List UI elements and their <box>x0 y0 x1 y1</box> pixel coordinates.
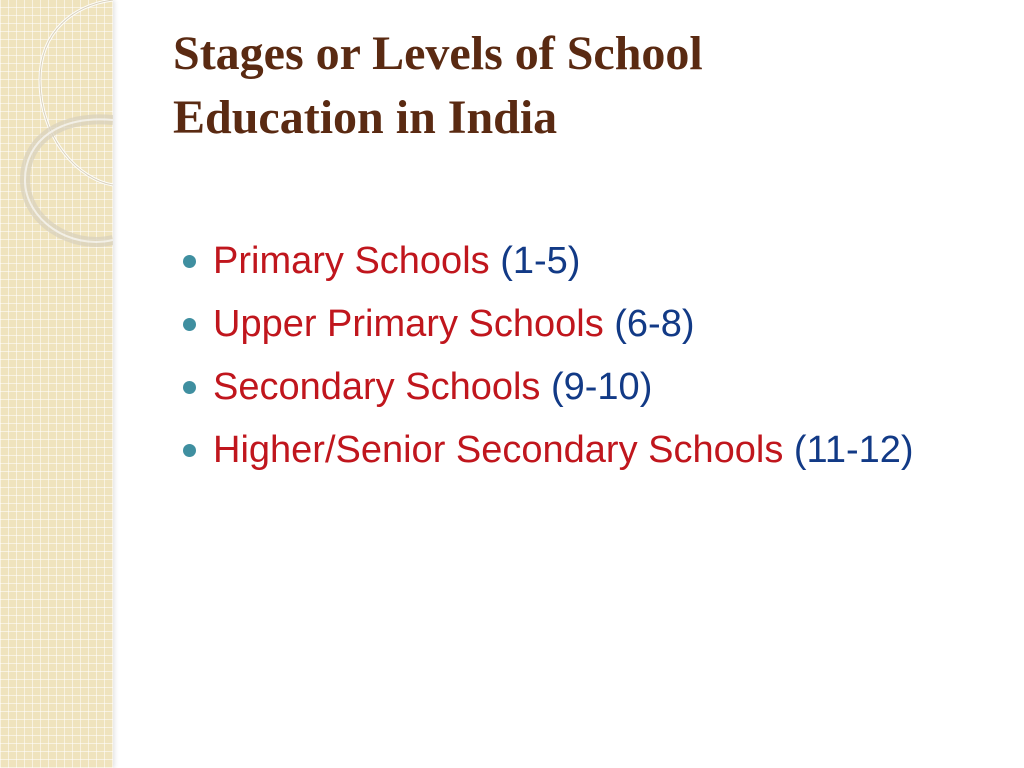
decorative-sidebar <box>0 0 113 768</box>
list-item-secondary <box>183 358 1013 421</box>
title-line-2: Education in India <box>173 91 558 144</box>
list-item-primary <box>183 232 1013 295</box>
title-line-1: Stages or Levels of School <box>173 27 703 80</box>
decorative-circles-icon <box>0 0 113 300</box>
slide-title <box>173 22 993 150</box>
stage-label: Primary Schools <box>213 240 490 282</box>
stage-label: Higher/Senior Secondary Schools <box>213 429 784 471</box>
bullet-dot-icon <box>183 381 196 394</box>
stage-label: Upper Primary Schools <box>213 303 604 345</box>
education-stage-list <box>183 232 1013 484</box>
bullet-dot-icon <box>183 318 196 331</box>
list-item-upper-primary <box>183 295 1013 358</box>
grade-range: (1-5) <box>500 240 581 282</box>
bullet-dot-icon <box>183 255 196 268</box>
grade-range: (11-12) <box>793 429 914 471</box>
bullet-dot-icon <box>183 444 196 457</box>
grade-range: (6-8) <box>614 303 695 345</box>
list-item-higher-secondary <box>183 421 1013 484</box>
stage-label: Secondary Schools <box>213 366 541 408</box>
grade-range: (9-10) <box>550 366 653 408</box>
